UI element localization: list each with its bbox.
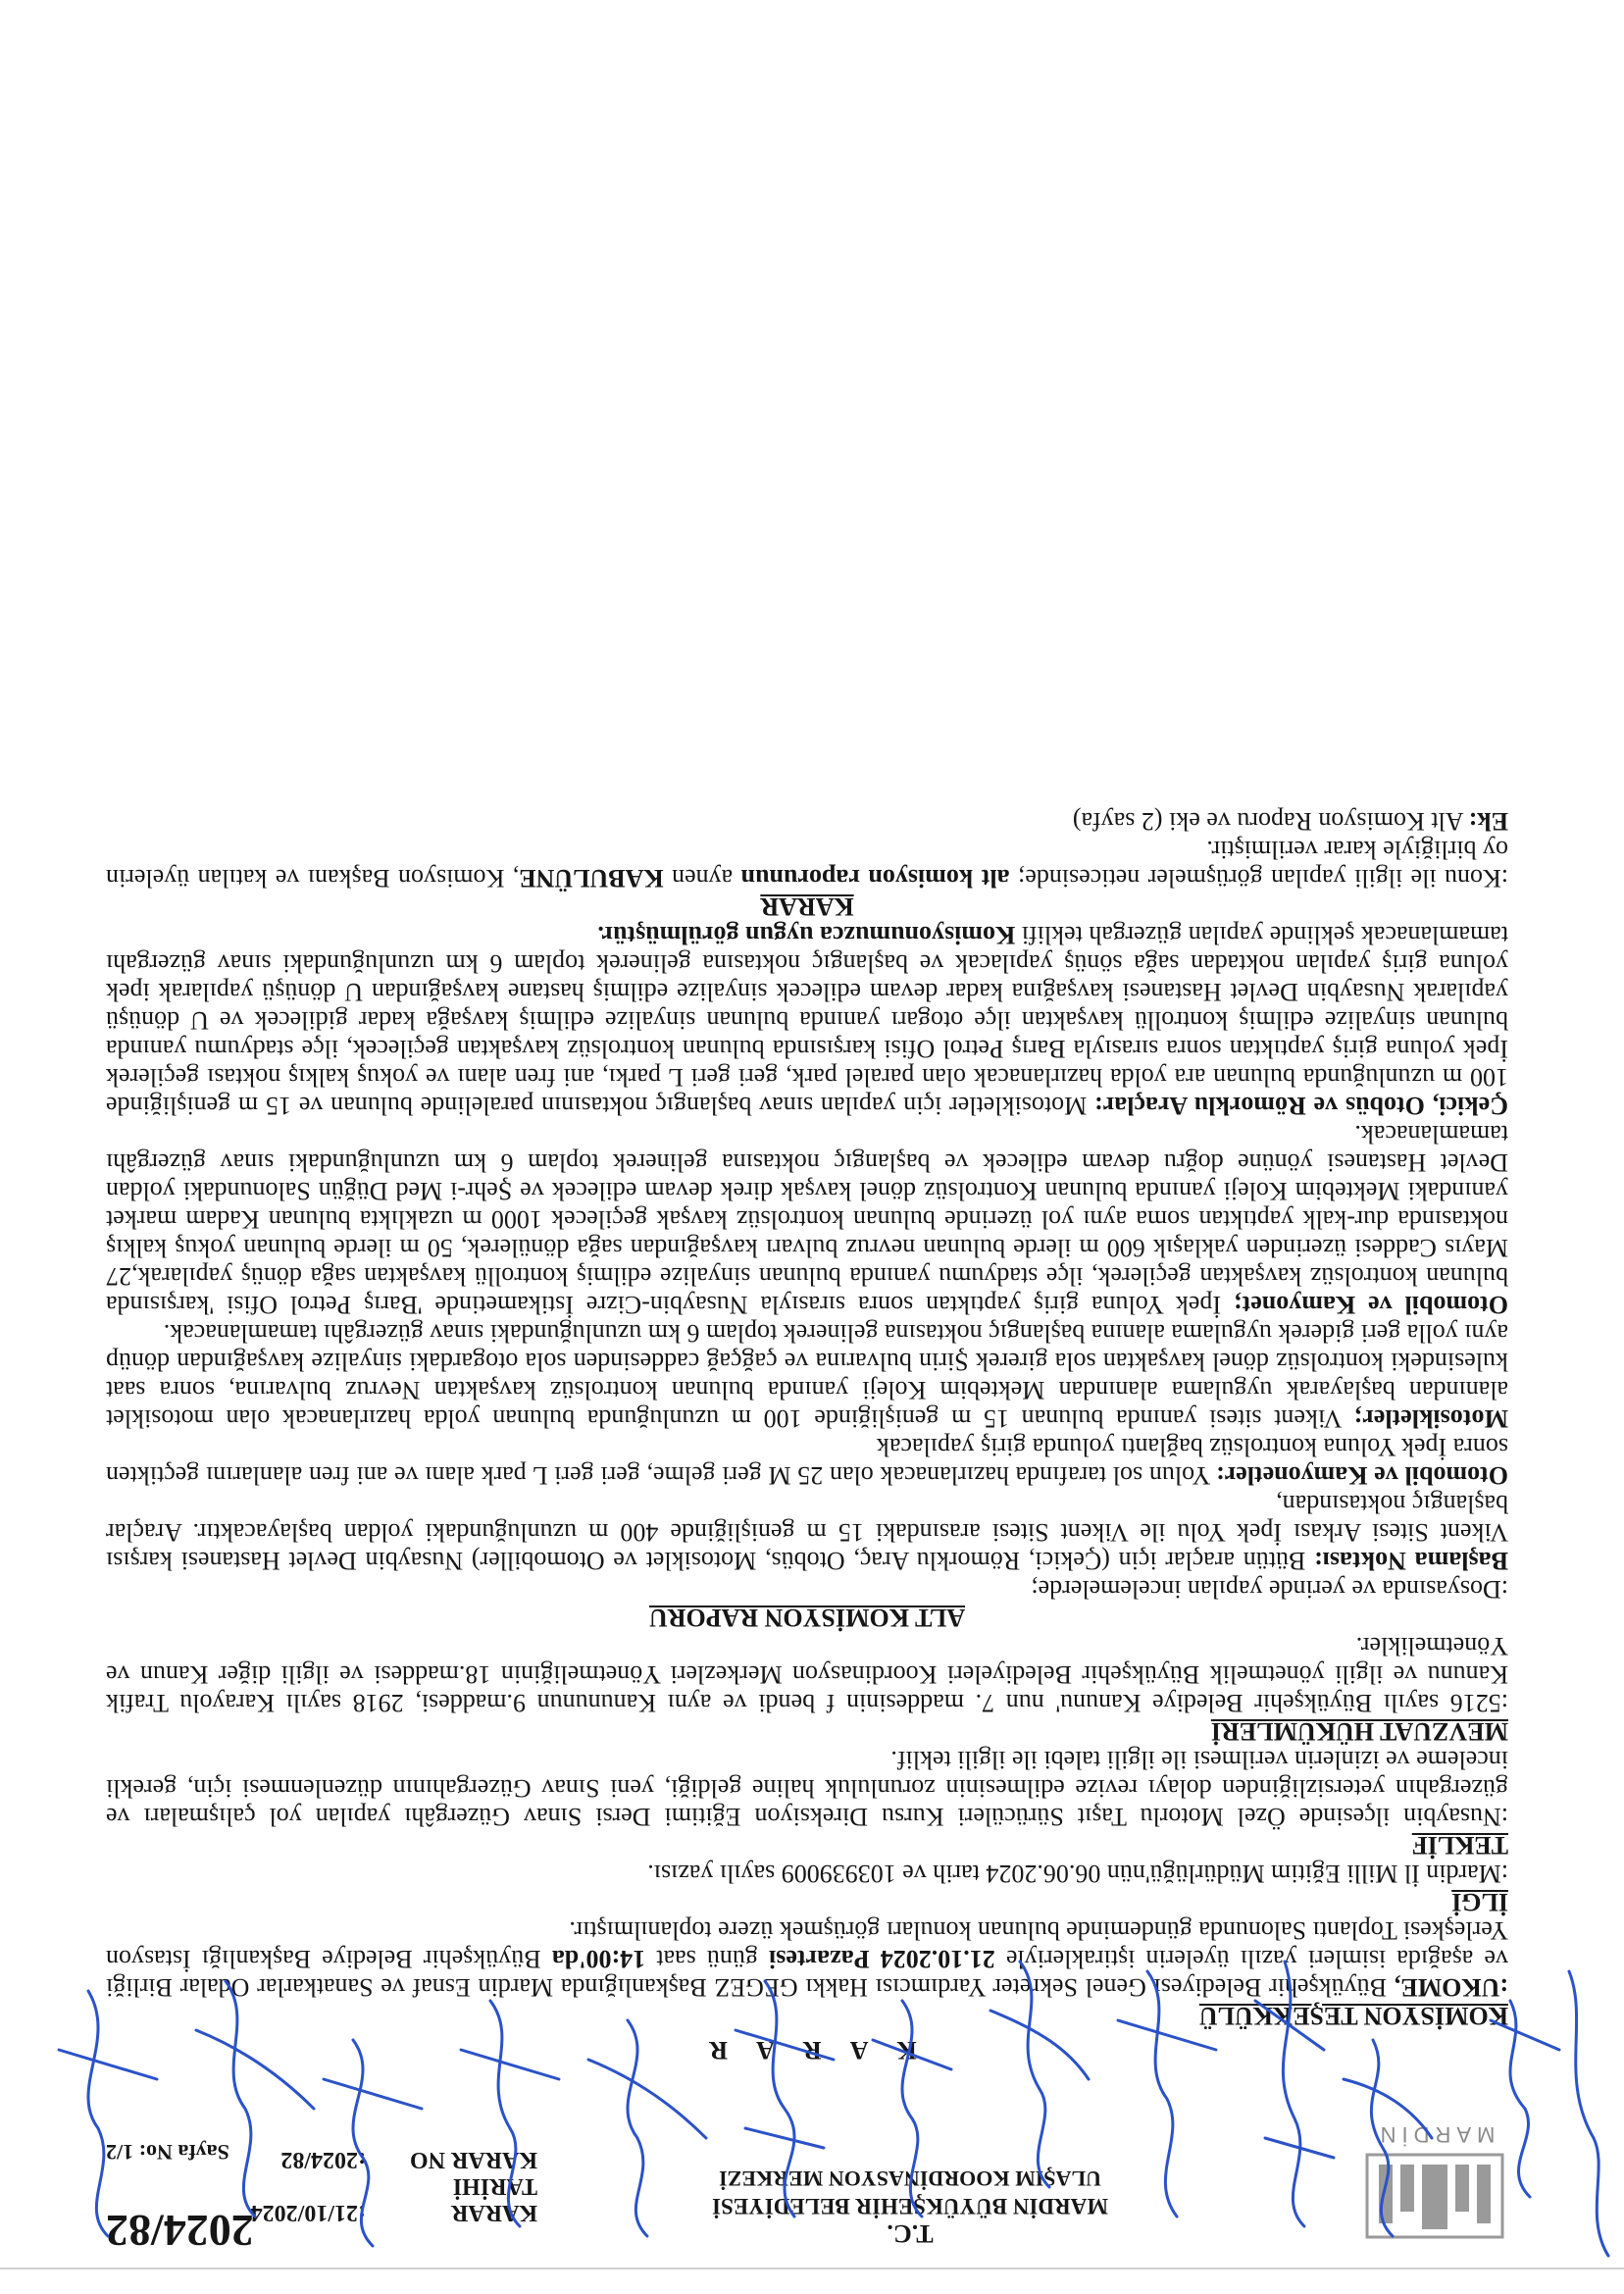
signature-1 (1569, 1971, 1608, 2256)
decision-number-large: 2024/82 (106, 2206, 254, 2256)
teklif-heading: TEKLİF (1411, 1831, 1508, 1860)
heading-department: ULAŞIM KOORDİNASYON MERKEZİ (719, 2167, 1101, 2191)
teklif-paragraph: :Nusaybin ilçesinde Özel Motorlu Taşıt Sürücüleri Kursu Direksiyon Eğitimi Dersi Sınav Güzergâhı yapılan yol çalışmaları ve güzergahın yetersizliğinden dolayı revize edilmesinin zorunluluk haline geldiği, yeni Sınav Güzergahının düzenlenmesi için, gerekli inceleme ve izinlerin verilmesi ile ilgili talebi ile ilgili teklif. (106, 1746, 1508, 1831)
logo-text: MARDİN (1374, 2122, 1496, 2147)
ilgi-heading: İLGİ (1451, 1888, 1508, 1916)
decision-date-value: :21/10/2024 (250, 2200, 366, 2225)
decision-date-label: KARAR TARİHİ (451, 2173, 537, 2225)
mevzuat-heading: MEVZUAT HÜKÜMLERİ (1210, 1717, 1508, 1746)
motosiklet-paragraph: Motosikletler; Vikent sitesi yanında bulunan 15 m genişliğinde 100 m uzunluğunda bulunan yolda hazırlanacak olan motosiklet alanından başlayarak uygulama alanından Mektebim Koleji yanında bulunan kontrolsüz kavşaktan Nevruz bulvarına, sonra saat kulesindeki kontrolsüz dönel kavşaktan sola girerek Şirin bulvarına ve çağçağ caddesinden sola otogardaki sinyalize kavşağından dönüp aynı yolla geri giderek uygulama alanına başlangıç noktasına gelinerek toplam 6 km uzunluğundaki sınav güzergâhı tamamlanacak. (106, 1319, 1508, 1433)
signature-10 (461, 2001, 559, 2226)
otomobil-kamyonet-paragraph-1: Otomobil ve Kamyonetler: Yolun sol tarafında hazırlanacak olan 25 M geri gelme, geri geri L park alanı ve ani fren alanlarını geçtikten sonra İpek Yoluna kontrolsüz bağlantı yolunda giriş yapılacak (106, 1433, 1508, 1490)
decision-no-label: KARAR NO (410, 2147, 537, 2172)
signature-13 (59, 1991, 157, 2236)
signature-4 (1255, 1962, 1334, 2226)
alt-komisyon-intro: :Dosyasında ve yerinde yapılan incelemelerde; (1031, 1575, 1508, 1604)
ek-paragraph: Ek: Alt Komisyon Raporu ve eki (2 sayfa) (1072, 807, 1508, 836)
signature-12 (196, 1981, 314, 2217)
signature-7 (873, 2001, 951, 2217)
heading-tc: T.C. (887, 2219, 934, 2248)
mevzuat-paragraph: :5216 sayılı Büyükşehir Belediye Kanunu' nun 7. maddesinin f bendi ve aynı Kanununun 9.maddesi, 2918 sayılı Karayolu Trafik Kanunu ve ilgili yönetmelik Büyükşehir Belediyeleri Koordinasyon Merkezleri Yönetmeliğinin 18.maddesi ve ilgili diğer Kanun ve Yönetmelikler. (106, 1632, 1508, 1717)
document-title: K A R A R (697, 2036, 917, 2065)
signatures-area (0, 1912, 1624, 2294)
heading-municipality: MARDİN BÜYÜKŞEHİR BELEDİYESİ (712, 2194, 1108, 2218)
karar-heading: KARAR (760, 892, 854, 921)
signature-2 (1491, 2001, 1559, 2197)
baslama-paragraph: Başlama Noktası: Bütün araçlar için (Çekici, Römorklu Araç, Otobüs, Motosiklet ve Otomobiller) Nusaybin Devlet Hastanesi karşısı Vikent Sitesi Arkası İpek Yolu ile Vikent Sitesi arasındaki 15 m genişliğinde 400 m uzunluğundaki yoldan başlayacaktır. Araçlar başlangıç noktasından, (106, 1490, 1508, 1575)
otomobil-kamyonet-paragraph-2: Otomobil ve Kamyonet; İpek Yoluna giriş yaptıktan sonra sırasıyla Nusaybin-Cizre İstikametinde 'Barış Petrol Ofisi 'karşısında bulunan kontrolsüz kavşaktan geçilerek, ilçe stadyumu yanında bulunan sinyalize edilmiş kontrollü kavşaktan sağa dönüş yapılarak,27 Mayıs Caddesi üzerinden yaklaşık 600 m ilerde bulunan nevruz bulvarı kavşağından sağa dönülerek, 50 m ilerde bulunan yokuş kalkış noktasında dur-kalk yaptıktan soma aynı yol üzerinde bulunan kontrolsüz kavşak geçilecek 1000 m uzaklıkta bulunan Kadam market yanındaki Mektebim Koleji yanında bulunan Kontrolsüz dönel kavşak direk devam edilecek ve Şehr-i Med Düğün Salonundaki yoldan Devlet Hastanesi yönüne doğru devam edilecek ve başlangıç noktasına gelinerek toplam 6 km uzunluğundaki sınav güzergâhı tamamlanacak. (106, 1120, 1508, 1319)
komisyon-paragraph: :UKOME, Büyükşehir Belediyesi Genel Sekreter Yardımcısı Hakkı GEGEZ Başkanlığında Mardin Esnaf ve Sanatkarlar Odalar Birliği ve aşağıda isimleri yazılı üyelerin iştirakleriyle 21.10.2024 Pazartesi günü saat 14:00'da Büyükşehir Belediye Başkanlığı İstasyon Yerleşkesi Toplantı Salonunda gündeminde bulunan konuları görüşmek üzere toplanılmıştır. (106, 1916, 1508, 2002)
karar-paragraph: :Konu ile ilgili yapılan görüşmeler neticesinde; alt komisyon raporunun aynen KABULÜNE, Komisyon Başkanı ve katılan üyelerin oy birliğiyle karar verilmiştir. (106, 836, 1508, 892)
komisyon-heading: KOMİSYON TEŞEKKÜLÜ (1198, 2002, 1508, 2030)
signature-8 (736, 1981, 834, 2217)
decision-no-value: :2024/82 (280, 2147, 366, 2172)
signature-11 (324, 2040, 422, 2246)
alt-komisyon-heading: ALT KOMİSYON RAPORU (648, 1604, 966, 1632)
signature-6 (990, 1962, 1089, 2187)
signature-3 (1344, 2040, 1432, 2236)
signature-9 (588, 2020, 706, 2236)
cekici-otobus-paragraph: Çekici, Otobüs ve Römorklu Araçlar: Motosikletler için yapılan sınav başlangıç noktasının paralelinde bulunan ve 15 m genişliğinde 100 m uzunluğunda bulunan ara yolda hazırlanacak olan paralel park, geri geri L parkı, ani fren alanı ve yokuş kalkış noktası geçilerek İpek yoluna giriş yaptıktan sonra sırasıyla Barış Petrol Ofisi karşısında bulunan kontrolsüz kavşaktan geçilecek, ilçe stadyumu yanında bulunan sinyalize edilmiş kontrollü kavşaktan ilçe otogarı yanında bulunan sinyalize edilmiş kavşağa kadar gidilecek ve U dönüşü yapılarak Nusaybin Devlet Hastanesi kavşağına kadar devam edilecek sinyalize edilmiş hastane kavşağından U dönüşü yapılarak ipek yoluna giriş yapılan noktadan sağa sönüş yapılacak ve başlangıç noktasına gelinerek toplam 6 km uzunluğundaki sınav güzergahı tamamlanacak şeklinde yapılan güzergah teklifi Komisyonumuzca uygun görülmüştür. (106, 921, 1508, 1120)
handwritten-signatures (0, 1912, 1624, 2294)
signature-5 (1118, 1971, 1216, 2217)
ilgi-paragraph: :Mardin İl Milli Eğitim Müdürlüğü'nün 06.06.2024 tarih ve 103939009 sayılı yazısı. (647, 1860, 1508, 1888)
page-number: Sayfa No: 1/2 (106, 2140, 229, 2165)
